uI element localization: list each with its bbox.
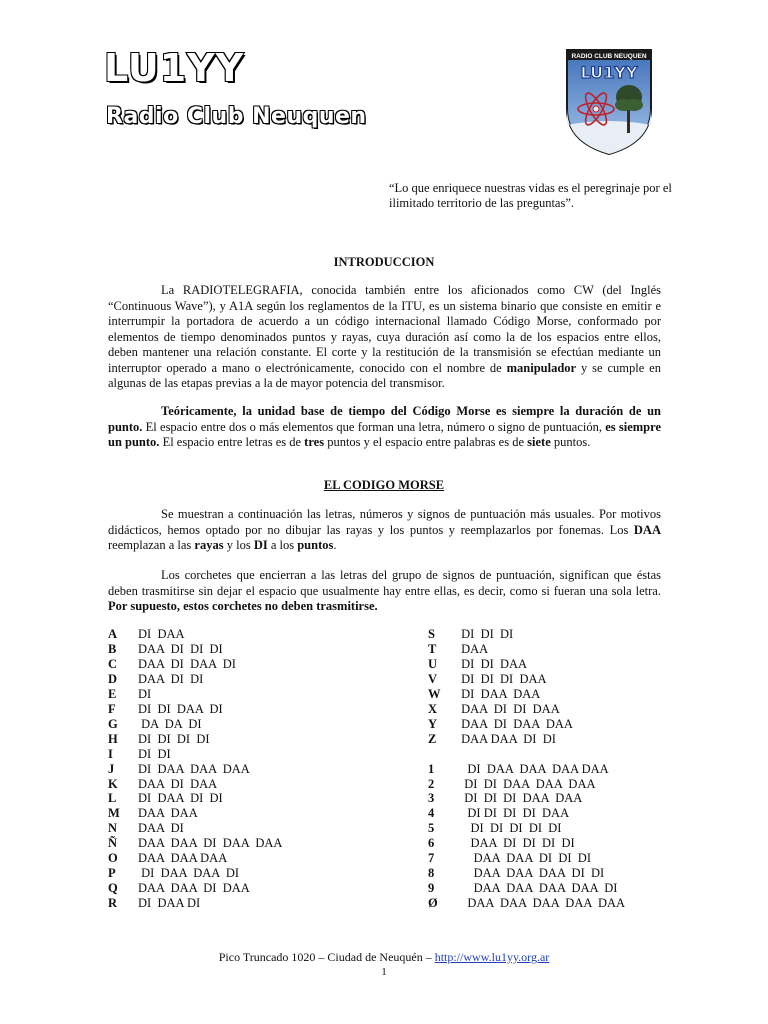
morse-character: 9 (428, 881, 435, 896)
morse-phonemes: DAA DI DI DAA (458, 701, 560, 716)
section-heading-introduccion: INTRODUCCION (333, 255, 435, 269)
section-heading-codigo-morse: EL CODIGO MORSE (323, 478, 445, 492)
morse-character: Y (428, 716, 438, 731)
morse-phonemes: DAA DAA DAA (138, 851, 228, 866)
morse-character: 8 (428, 866, 435, 881)
morse-row (108, 732, 282, 747)
morse-row (108, 851, 282, 866)
morse-character: 5 (428, 821, 435, 836)
morse-row (108, 806, 282, 821)
morse-row (428, 851, 625, 866)
morse-phonemes: DAA DAA DAA DAA DAA (458, 896, 626, 911)
morse-row (428, 672, 625, 687)
morse-phonemes: DAA DI DAA (138, 776, 218, 791)
morse-phonemes: DAA DI (138, 821, 184, 836)
morse-character: 6 (428, 836, 435, 851)
morse-row (428, 821, 625, 836)
morse-character: N (108, 821, 118, 836)
footer-address: Pico Truncado 1020 – Ciudad de Neuquén – (218, 950, 435, 964)
morse-phonemes: DI DAA DAA DAA (138, 761, 250, 776)
morse-row (428, 642, 625, 657)
morse-row (428, 687, 625, 702)
morse-row (428, 657, 625, 672)
morse-character: R (108, 896, 118, 911)
morse-phonemes: DAA DI DI DI DI (458, 836, 575, 851)
morse-row (108, 657, 282, 672)
morse-character: H (108, 731, 118, 746)
logo-callsign: LU1YY (580, 63, 638, 82)
morse-row (108, 791, 282, 806)
morse-row (428, 732, 625, 747)
morse-row (108, 747, 282, 762)
morse-row (108, 672, 282, 687)
morse-phonemes: DAA DAA DAA DI DI (458, 866, 605, 881)
morse-character: A (108, 627, 118, 641)
intro-paragraph-2: Teóricamente, la unidad base de tiempo del Código Morse es siempre la duración de un punto. El espacio entre dos o más elementos que forman una letra, número o signo de puntuación, es siempre un punto. El espacio entre letras es de tres puntos y el espacio entre palabras es de siete puntos. (108, 404, 661, 449)
morse-phonemes: DI DI DI DI DAA (458, 806, 570, 821)
morse-paragraph-1: Se muestran a continuación las letras, números y signos de puntuación más usuales. Por motivos didácticos, hemos optado por no dibujar las rayas y los puntos y reemplazarlos por fonemas. Los DAA reemplazan a las rayas y los DI a los puntos. (108, 507, 661, 552)
website-link[interactable]: http://www.lu1yy.org.ar (434, 950, 550, 964)
morse-character: 1 (428, 761, 435, 776)
page-number: 1 (381, 966, 387, 978)
morse-character: C (108, 656, 118, 671)
morse-row (108, 702, 282, 717)
morse-phonemes: DAA (458, 641, 489, 656)
morse-character: D (108, 671, 118, 686)
club-callsign: LU1YY (104, 46, 245, 90)
morse-row (108, 642, 282, 657)
morse-character: O (108, 851, 118, 866)
morse-row (108, 717, 282, 732)
morse-character: K (108, 776, 118, 791)
morse-phonemes: DI DAA DI (138, 896, 201, 911)
morse-phonemes: DI DAA DAA DAA DAA (458, 761, 609, 776)
morse-character: G (108, 716, 118, 731)
morse-character: 7 (428, 851, 435, 866)
morse-character: E (108, 686, 117, 701)
morse-character: V (428, 671, 438, 686)
morse-phonemes: DI DAA DAA DI (138, 866, 240, 881)
morse-row (428, 627, 625, 642)
morse-row (108, 687, 282, 702)
morse-row (108, 836, 282, 851)
morse-phonemes: DI DI DAA (458, 656, 528, 671)
morse-table-left (108, 627, 282, 911)
morse-phonemes: DI DI DI DI DI (458, 821, 562, 836)
table-spacer (428, 747, 625, 762)
morse-phonemes: DAA DAA DI DAA DAA (138, 836, 283, 851)
intro-paragraph-1: La RADIOTELEGRAFIA, conocida también entre los aficionados como CW (del Inglés “Continuous Wave”), y A1A según los reglamentos de la ITU, es un sistema binario que consiste en emitir e interrumpir la portadora de acuerdo a un código internacional llamado Código Morse, conformado por elementos de tiempo denominados puntos y rayas, cuya duración así como la de los espacios entre ellos, deben mantener una relación constante. El corte y la restitución de la transmisión se efectúan mediante un interruptor operado a mano o electrónicamente, conocido con el nombre de manipulador y se cumple en algunas de las etapas previas a la de mayor potencia del transmisor. (108, 283, 661, 390)
epigraph-quote: “Lo que enriquece nuestras vidas es el peregrinaje por el ilimitado territorio de las preguntas”. (389, 181, 672, 210)
morse-row (428, 836, 625, 851)
morse-row (108, 896, 282, 911)
morse-character: Q (108, 881, 118, 896)
page-footer (0, 950, 768, 965)
morse-phonemes: DAA DAA DI DI DI (458, 851, 591, 866)
morse-row (108, 762, 282, 777)
morse-row (428, 896, 625, 911)
morse-phonemes: DI DAA DAA (458, 686, 541, 701)
morse-table-right (428, 627, 625, 911)
morse-phonemes: DA DA DI (138, 716, 202, 731)
morse-character: 2 (428, 776, 435, 791)
morse-character: S (428, 627, 435, 641)
morse-row (428, 702, 625, 717)
morse-character: L (108, 791, 117, 806)
morse-phonemes: DI DI DI DAA (458, 671, 547, 686)
morse-character: W (428, 686, 441, 701)
morse-character: M (108, 806, 120, 821)
morse-phonemes: DI DI DAA DAA DAA (458, 776, 596, 791)
morse-phonemes: DI (138, 686, 152, 701)
morse-row (428, 717, 625, 732)
morse-phonemes: DAA DI DAA DAA (458, 716, 573, 731)
morse-character: Ø (428, 896, 438, 911)
morse-phonemes: DI DAA DI DI (138, 791, 223, 806)
morse-paragraph-2: Los corchetes que encierran a las letras del grupo de signos de puntuación, significan que éstas deben trasmitirse sin dejar el espacio que usualmente hay entre ellas, es decir, como si fueran una sola letra. Por supuesto, estos corchetes no deben trasmitirse. (108, 568, 661, 613)
morse-row (428, 806, 625, 821)
morse-phonemes: DAA DAA DAA DAA DI (458, 881, 618, 896)
morse-character: 4 (428, 806, 435, 821)
morse-phonemes: DAA DAA (138, 806, 198, 821)
morse-phonemes: DI DI DAA DI (138, 701, 223, 716)
morse-row (108, 821, 282, 836)
morse-phonemes: DAA DI DI (138, 671, 204, 686)
logo-top-text: RADIO CLUB NEUQUEN (571, 53, 647, 60)
morse-character: Z (428, 731, 437, 746)
morse-character: T (428, 641, 437, 656)
morse-phonemes: DI DI DI DI (138, 731, 210, 746)
morse-character: F (108, 701, 116, 716)
morse-phonemes: DAA DI DAA DI (138, 656, 236, 671)
morse-row (428, 762, 625, 777)
morse-character: B (108, 641, 117, 656)
morse-phonemes: DI DAA (138, 627, 185, 641)
morse-row (108, 866, 282, 881)
morse-character: X (428, 701, 438, 716)
morse-row (428, 777, 625, 792)
morse-row (428, 881, 625, 896)
morse-row (108, 777, 282, 792)
morse-phonemes: DAA DAA DI DAA (138, 881, 250, 896)
morse-character: P (108, 866, 116, 881)
club-logo (564, 47, 654, 157)
morse-phonemes: DAA DI DI DI (138, 641, 223, 656)
morse-row (428, 866, 625, 881)
morse-phonemes: DI DI (138, 746, 171, 761)
club-name: Radio Club Neuquen (106, 104, 367, 129)
morse-character: U (428, 656, 438, 671)
morse-phonemes: DI DI DI (458, 627, 514, 641)
morse-phonemes: DAA DAA DI DI (458, 731, 556, 746)
morse-row (428, 791, 625, 806)
morse-phonemes: DI DI DI DAA DAA (458, 791, 583, 806)
morse-character: 3 (428, 791, 435, 806)
morse-character: I (108, 746, 113, 761)
morse-character: J (108, 761, 115, 776)
morse-character: Ñ (108, 836, 118, 851)
morse-row (108, 881, 282, 896)
morse-row (108, 627, 282, 642)
